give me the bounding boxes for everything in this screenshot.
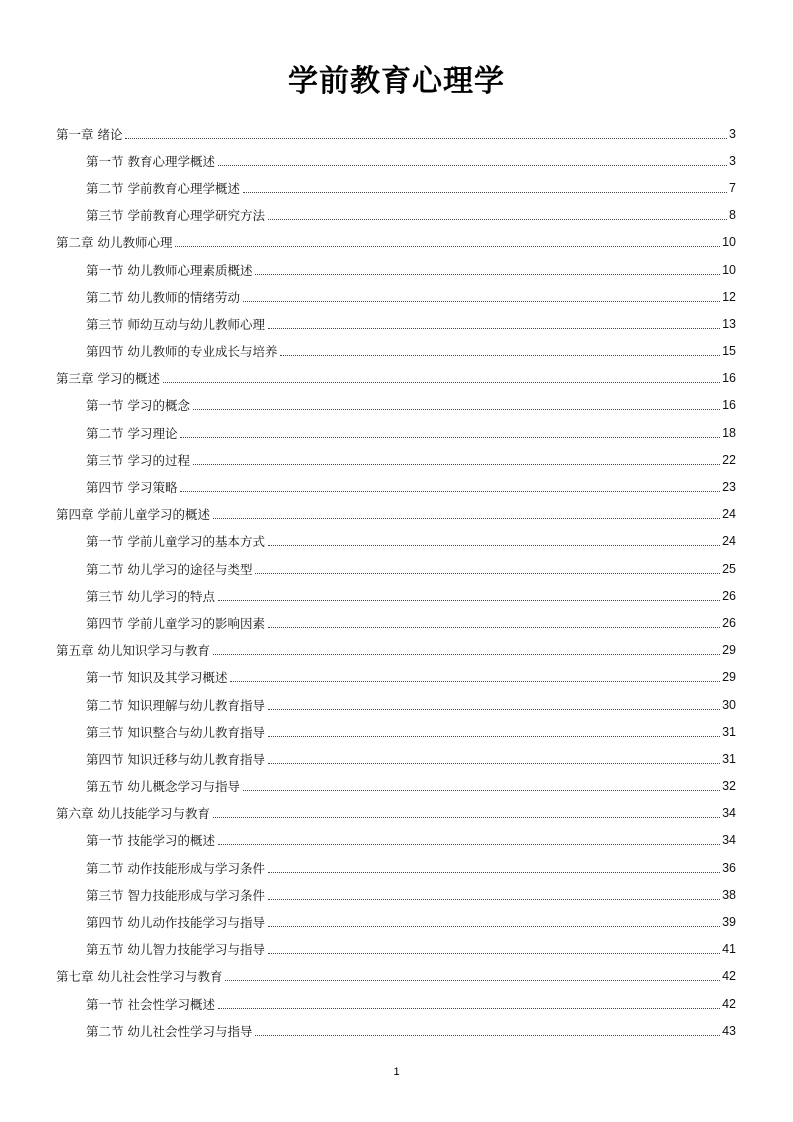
toc-entry-label: 第二节 学习理论 (86, 424, 180, 442)
toc-dot-leader (218, 599, 720, 601)
page-title: 学前教育心理学 (288, 64, 505, 99)
toc-section-entry[interactable] (0, 745, 793, 772)
toc-entry-label: 第四节 幼儿教师的专业成长与培养 (86, 342, 280, 360)
toc-entry-label: 第二节 知识理解与幼儿教育指导 (86, 696, 268, 714)
toc-entry-page: 24 (722, 507, 736, 522)
toc-section-entry[interactable] (0, 990, 793, 1017)
toc-section-entry[interactable] (0, 827, 793, 854)
toc-section-entry[interactable] (0, 718, 793, 745)
toc-entry-label: 第五章 幼儿知识学习与教育 (56, 641, 213, 659)
toc-dot-leader (243, 191, 727, 193)
toc-entry-page: 38 (722, 887, 736, 902)
toc-entry-label: 第二节 幼儿教师的情绪劳动 (86, 288, 243, 306)
toc-dot-leader (255, 1034, 720, 1036)
table-of-contents (0, 120, 793, 1044)
toc-entry-page: 23 (722, 480, 736, 495)
toc-dot-leader (268, 218, 727, 220)
toc-entry-page: 31 (722, 724, 736, 739)
toc-entry-page: 10 (722, 235, 736, 250)
toc-dot-leader (268, 708, 720, 710)
toc-entry-page: 41 (722, 942, 736, 957)
toc-entry-label: 第二节 动作技能形成与学习条件 (86, 859, 268, 877)
toc-entry-label: 第五节 幼儿智力技能学习与指导 (86, 940, 268, 958)
toc-dot-leader (268, 871, 720, 873)
toc-entry-page: 8 (729, 208, 736, 223)
toc-dot-leader (268, 544, 720, 546)
toc-entry-label: 第四节 学前儿童学习的影响因素 (86, 614, 268, 632)
toc-entry-label: 第一节 幼儿教师心理素质概述 (86, 261, 255, 279)
toc-chapter-entry[interactable] (0, 501, 793, 528)
toc-entry-page: 30 (722, 697, 736, 712)
toc-entry-label: 第一章 绪论 (56, 125, 125, 143)
toc-dot-leader (280, 354, 720, 356)
toc-entry-label: 第一节 学前儿童学习的基本方式 (86, 532, 268, 550)
toc-entry-page: 16 (722, 371, 736, 386)
toc-entry-page: 24 (722, 534, 736, 549)
toc-section-entry[interactable] (0, 256, 793, 283)
toc-dot-leader (213, 517, 720, 519)
toc-entry-label: 第四节 幼儿动作技能学习与指导 (86, 913, 268, 931)
toc-chapter-entry[interactable] (0, 637, 793, 664)
toc-dot-leader (230, 680, 720, 682)
toc-entry-label: 第五节 幼儿概念学习与指导 (86, 777, 243, 795)
toc-section-entry[interactable] (0, 283, 793, 310)
toc-section-entry[interactable] (0, 147, 793, 174)
toc-section-entry[interactable] (0, 609, 793, 636)
toc-dot-leader (255, 273, 720, 275)
toc-entry-page: 7 (729, 180, 736, 195)
toc-section-entry[interactable] (0, 773, 793, 800)
page-number: 1 (393, 1066, 400, 1078)
toc-entry-page: 3 (729, 126, 736, 141)
toc-entry-page: 13 (722, 316, 736, 331)
toc-entry-page: 26 (722, 588, 736, 603)
toc-section-entry[interactable] (0, 1017, 793, 1044)
toc-section-entry[interactable] (0, 582, 793, 609)
toc-entry-label: 第三节 幼儿学习的特点 (86, 587, 218, 605)
toc-dot-leader (218, 843, 720, 845)
toc-section-entry[interactable] (0, 419, 793, 446)
toc-entry-label: 第一节 技能学习的概述 (86, 831, 218, 849)
toc-entry-label: 第三节 智力技能形成与学习条件 (86, 886, 268, 904)
toc-section-entry[interactable] (0, 908, 793, 935)
toc-chapter-entry[interactable] (0, 120, 793, 147)
toc-entry-page: 39 (722, 915, 736, 930)
toc-entry-label: 第三章 学习的概述 (56, 369, 163, 387)
toc-dot-leader (125, 137, 727, 139)
toc-entry-label: 第三节 学前教育心理学研究方法 (86, 206, 268, 224)
toc-entry-page: 34 (722, 806, 736, 821)
toc-section-entry[interactable] (0, 392, 793, 419)
toc-section-entry[interactable] (0, 338, 793, 365)
toc-dot-leader (193, 463, 720, 465)
toc-entry-page: 42 (722, 969, 736, 984)
toc-dot-leader (268, 952, 720, 954)
toc-entry-label: 第一节 知识及其学习概述 (86, 668, 230, 686)
toc-entry-label: 第二节 幼儿学习的途径与类型 (86, 560, 255, 578)
toc-entry-label: 第二节 学前教育心理学概述 (86, 179, 243, 197)
toc-section-entry[interactable] (0, 854, 793, 881)
toc-entry-label: 第三节 知识整合与幼儿教育指导 (86, 723, 268, 741)
toc-entry-label: 第二节 幼儿社会性学习与指导 (86, 1022, 255, 1040)
toc-section-entry[interactable] (0, 691, 793, 718)
toc-entry-page: 34 (722, 833, 736, 848)
toc-chapter-entry[interactable] (0, 963, 793, 990)
toc-entry-label: 第四章 学前儿童学习的概述 (56, 505, 213, 523)
toc-entry-page: 10 (722, 262, 736, 277)
toc-entry-page: 43 (722, 1023, 736, 1038)
toc-chapter-entry[interactable] (0, 800, 793, 827)
toc-entry-page: 16 (722, 398, 736, 413)
toc-section-entry[interactable] (0, 555, 793, 582)
toc-dot-leader (268, 925, 720, 927)
toc-entry-label: 第四节 知识迁移与幼儿教育指导 (86, 750, 268, 768)
toc-entry-page: 12 (722, 289, 736, 304)
toc-dot-leader (268, 898, 720, 900)
toc-entry-page: 32 (722, 779, 736, 794)
toc-entry-page: 15 (722, 344, 736, 359)
toc-entry-page: 29 (722, 670, 736, 685)
toc-entry-page: 36 (722, 860, 736, 875)
toc-entry-label: 第六章 幼儿技能学习与教育 (56, 804, 213, 822)
toc-dot-leader (218, 1007, 720, 1009)
toc-entry-page: 22 (722, 452, 736, 467)
toc-section-entry[interactable] (0, 310, 793, 337)
toc-entry-label: 第一节 社会性学习概述 (86, 995, 218, 1013)
toc-dot-leader (175, 245, 720, 247)
toc-section-entry[interactable] (0, 936, 793, 963)
toc-dot-leader (243, 789, 720, 791)
toc-entry-page: 29 (722, 643, 736, 658)
toc-entry-label: 第一节 学习的概念 (86, 396, 193, 414)
toc-entry-label: 第四节 学习策略 (86, 478, 180, 496)
toc-dot-leader (268, 762, 720, 764)
toc-dot-leader (180, 490, 720, 492)
toc-dot-leader (213, 816, 720, 818)
toc-entry-label: 第三节 师幼互动与幼儿教师心理 (86, 315, 268, 333)
toc-section-entry[interactable] (0, 446, 793, 473)
toc-section-entry[interactable] (0, 473, 793, 500)
toc-dot-leader (180, 436, 720, 438)
toc-entry-label: 第二章 幼儿教师心理 (56, 233, 175, 251)
toc-chapter-entry[interactable] (0, 365, 793, 392)
toc-dot-leader (218, 164, 727, 166)
toc-chapter-entry[interactable] (0, 229, 793, 256)
toc-dot-leader (255, 572, 720, 574)
toc-section-entry[interactable] (0, 202, 793, 229)
toc-dot-leader (268, 735, 720, 737)
toc-dot-leader (243, 300, 720, 302)
toc-entry-label: 第七章 幼儿社会性学习与教育 (56, 967, 225, 985)
toc-dot-leader (268, 327, 720, 329)
toc-entry-page: 3 (729, 153, 736, 168)
toc-dot-leader (268, 626, 720, 628)
toc-dot-leader (163, 381, 720, 383)
toc-section-entry[interactable] (0, 881, 793, 908)
toc-entry-label: 第三节 学习的过程 (86, 451, 193, 469)
toc-entry-page: 42 (722, 996, 736, 1011)
toc-entry-page: 26 (722, 615, 736, 630)
toc-entry-page: 18 (722, 425, 736, 440)
toc-entry-page: 31 (722, 751, 736, 766)
toc-section-entry[interactable] (0, 528, 793, 555)
toc-dot-leader (213, 653, 720, 655)
toc-entry-page: 25 (722, 561, 736, 576)
toc-section-entry[interactable] (0, 664, 793, 691)
toc-dot-leader (193, 408, 720, 410)
toc-entry-label: 第一节 教育心理学概述 (86, 152, 218, 170)
toc-section-entry[interactable] (0, 174, 793, 201)
toc-dot-leader (225, 979, 720, 981)
